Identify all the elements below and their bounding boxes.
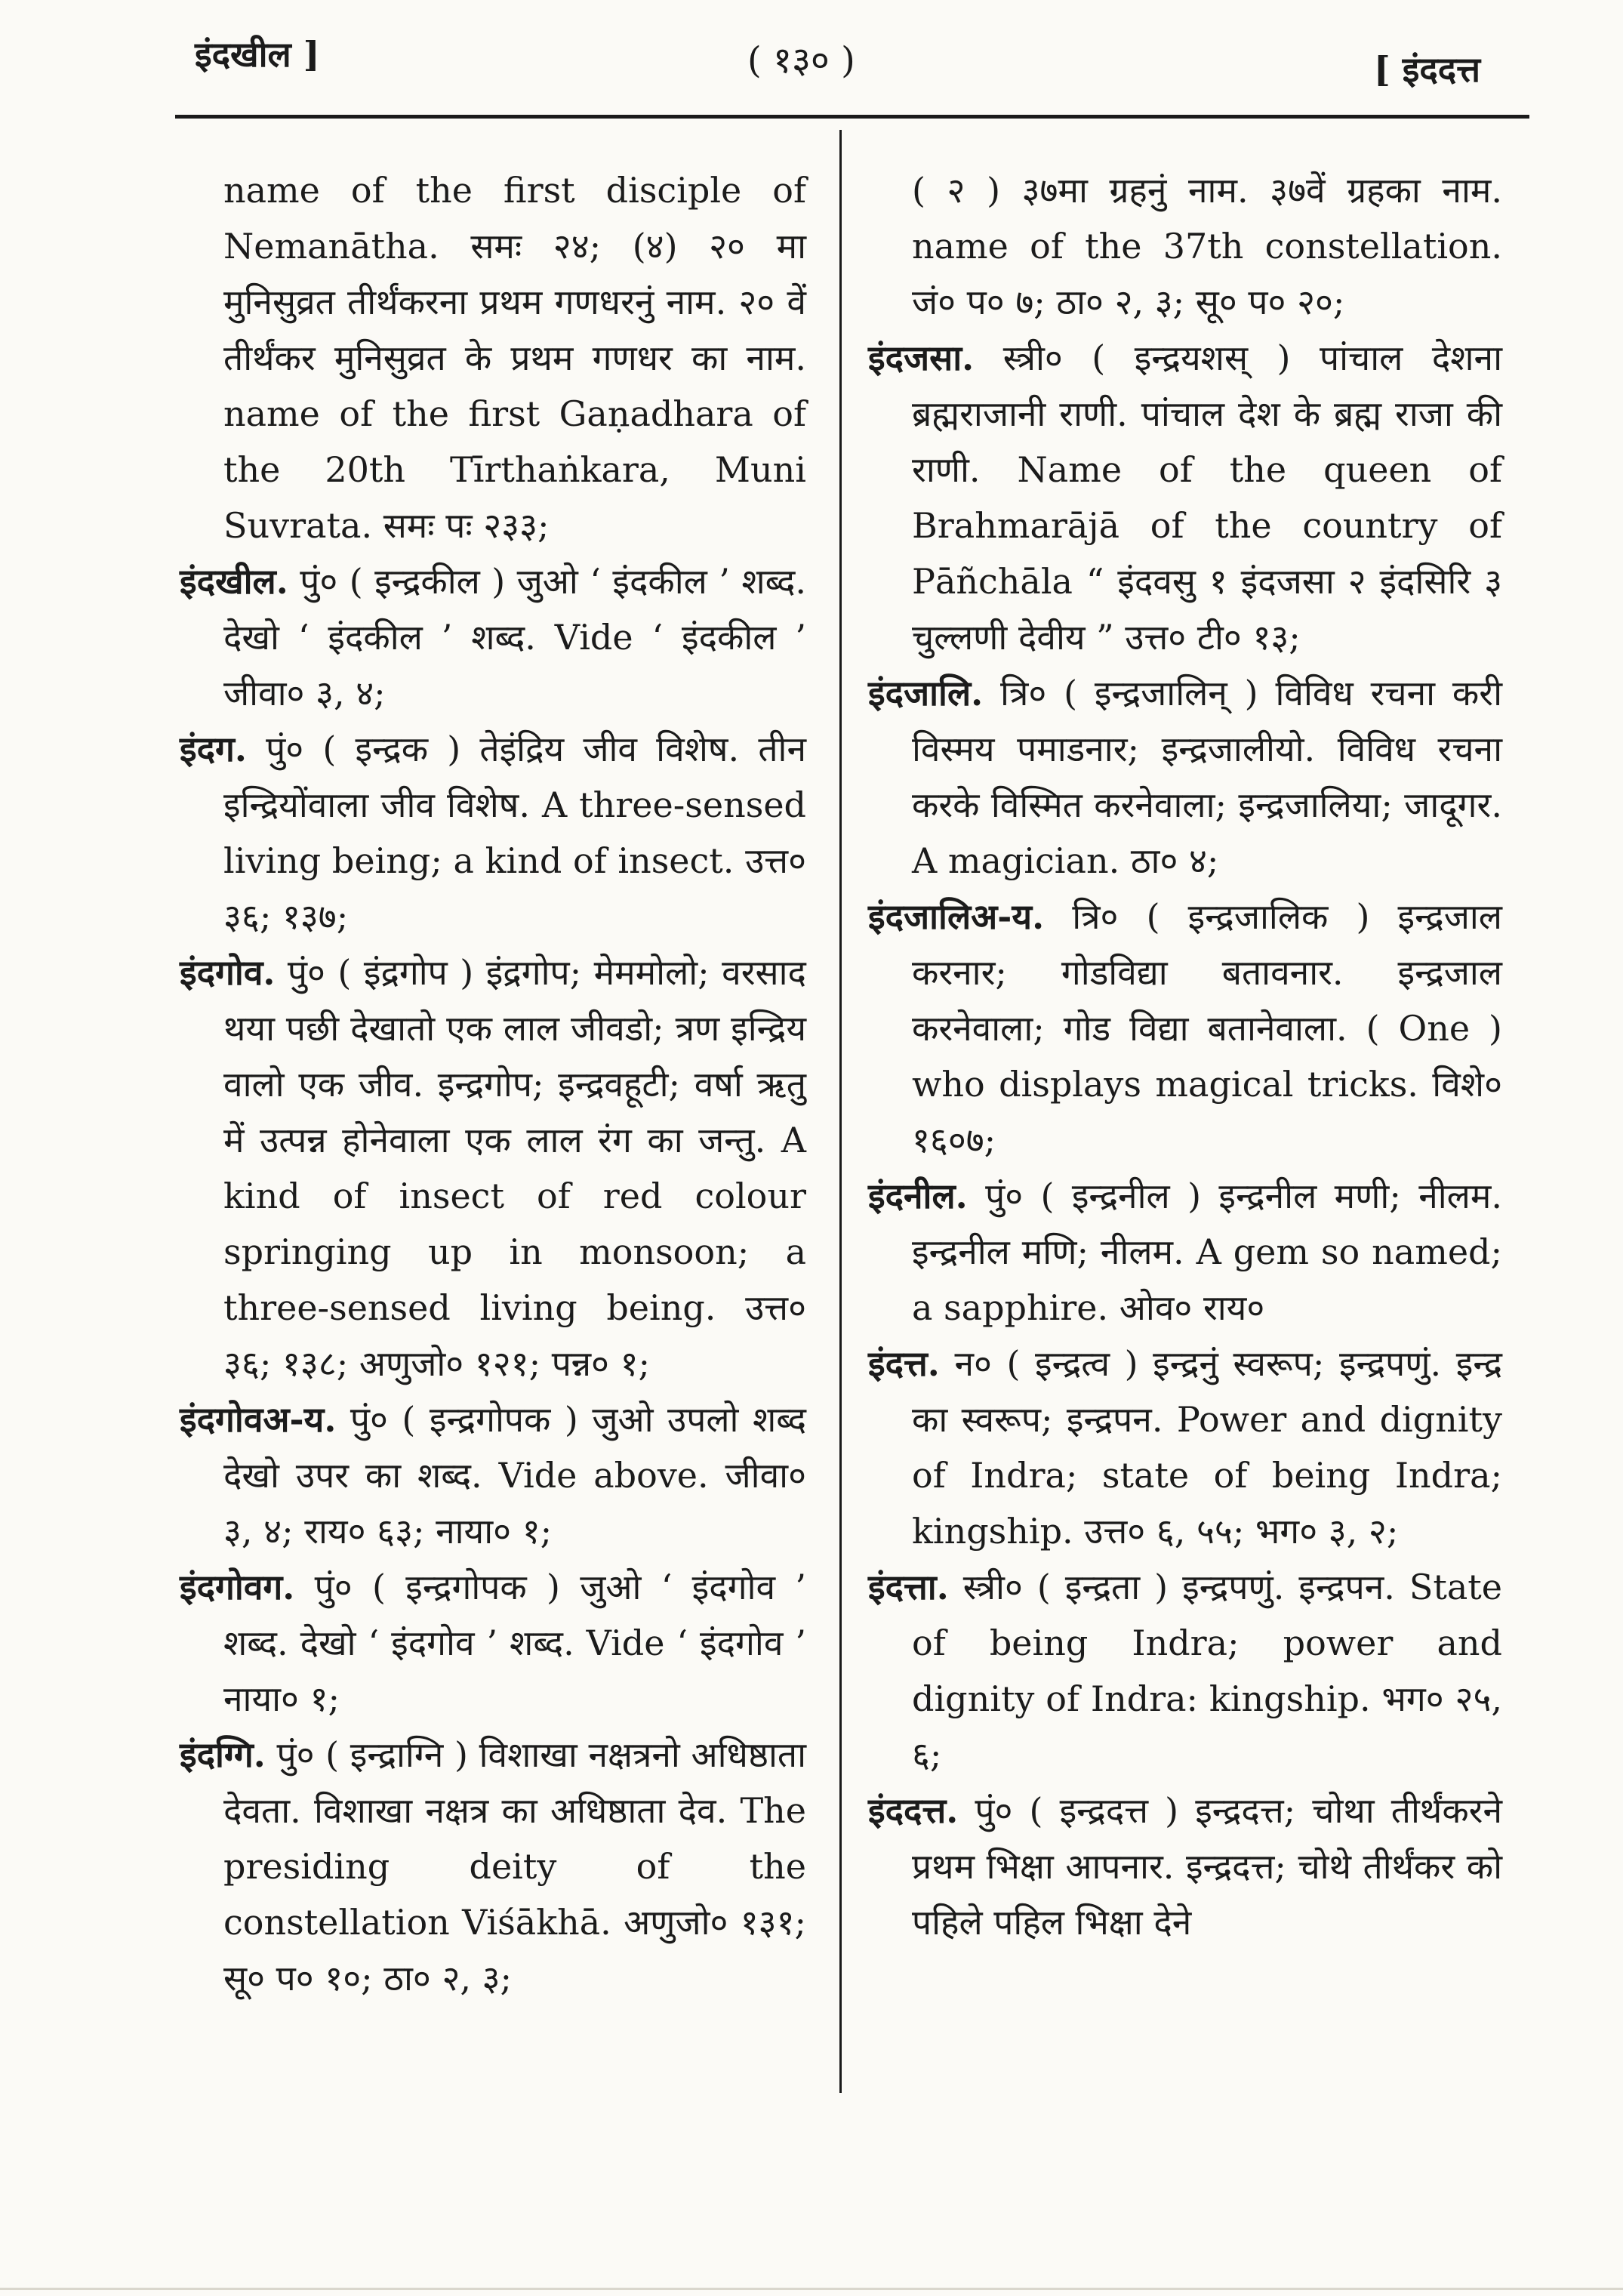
left-column (180, 162, 806, 2006)
entry-headword: इंदगोवग. (180, 1567, 295, 1607)
running-head-left: इंदखील ] (195, 34, 320, 75)
page-number: ( १३० ) (747, 39, 855, 82)
entry-definition: पुं० ( इन्द्रकील ) जुओ ‘ इंदकील ’ शब्द. देखो ‘ इंदकील ’ शब्द. Vide ‘ इंदकील ’ जीवा० ३, ४; (223, 561, 806, 713)
entry-headword: इंददत्त. (868, 1790, 959, 1831)
right-column (868, 162, 1502, 1950)
entry-definition: त्रि० ( इन्द्रजालिक ) इन्द्रजाल करनार; गोडविद्या बतावनार. इन्द्रजाल करनेवाला; गोड विद्या बतानेवाला. ( One ) who displays magical tricks. विशे० १६०७; (912, 896, 1502, 1160)
entry-headword: इंदग. (180, 729, 247, 769)
entry-headword: इंदग्गि. (180, 1734, 266, 1775)
dictionary-entry (180, 721, 806, 945)
dictionary-entry (868, 889, 1502, 1168)
dictionary-entry: name of the first disciple of Nemanātha. समः २४; (४) २० मा मुनिसुव्रत तीर्थंकरना प्रथम गणधरनुं नाम. २० वें तीर्थंकर मुनिसुव्रत के प्रथम गणधर का नाम. name of the first Gaṇadhara of the 20th Tīrthaṅkara, Muni Suvrata. समः पः २३३; (223, 170, 806, 546)
entry-headword: इंदजालिअ-य. (868, 896, 1045, 937)
entry-headword: इंदजालि. (868, 673, 984, 713)
dictionary-entry (868, 1336, 1502, 1559)
entry-definition: पुं० ( इंद्रगोप ) इंद्रगोप; मेममोलो; वरसाद थया पछी देखातो एक लाल जीवडो; त्रण इन्द्रिय वालो एक जीव. इन्द्रगोप; इन्द्रवहूटी; वर्षा ऋतु में उत्पन्न होनेवाला एक लाल रंग का जन्तु. A kind of insect of red colour springing up in monsoon; a three-sensed living being. उत्त० ३६; १३८; अणुजो० १२१; पन्न० १; (223, 952, 806, 1384)
dictionary-entry (868, 1559, 1502, 1783)
entry-headword: इंदगोवअ-य. (180, 1399, 337, 1440)
dictionary-entry: ( २ ) ३७मा ग्रहनुं नाम. ३७वें ग्रहका नाम. name of the 37th constellation. जं० प० ७; ठा० २, ३; सू० प० २०; (912, 170, 1502, 322)
dictionary-entry (868, 1168, 1502, 1336)
entry-definition: पुं० ( इन्द्रगोपक ) जुओ उपलो शब्द देखो उपर का शब्द. Vide above. जीवा० ३, ४; राय० ६३; नाया० १; (223, 1399, 806, 1552)
entry-definition: न० ( इन्द्रत्व ) इन्द्रनुं स्वरूप; इन्द्रपणुं. इन्द्र का स्वरूप; इन्द्रपन. Power and dignity of Indra; state of being Indra; kingship. उत्त० ६, ५५; भग० ३, २; (912, 1343, 1503, 1552)
entry-definition: पुं० ( इन्द्राग्नि ) विशाखा नक्षत्रनो अधिष्ठाता देवता. विशाखा नक्षत्र का अधिष्ठाता देव. The presiding deity of the constellation Viśākhā. अणुजो० १३१; सू० प० १०; ठा० २, ३; (223, 1734, 807, 1999)
entry-definition: पुं० ( इन्द्रदत्त ) इन्द्रदत्त; चोथा तीर्थंकरने प्रथम भिक्षा आपनार. इन्द्रदत्त; चोथे तीर्थंकर को पहिले पहिल भिक्षा देने (912, 1790, 1503, 1943)
entry-definition: पुं० ( इन्द्रक ) तेइंद्रिय जीव विशेष. तीन इन्द्रियोंवाला जीव विशेष. A three-sensed living being; a kind of insect. उत्त० ३६; १३७; (223, 729, 806, 937)
entry-definition: स्त्री० ( इन्द्रता ) इन्द्रपणुं. इन्द्रपन. State of being Indra; power and dignity of Indra: kingship. भग० २५, ६; (912, 1567, 1503, 1775)
entry-headword: इंदत्ता. (868, 1567, 949, 1607)
running-head-right: [ इंददत्त (1374, 49, 1481, 90)
entry-definition: त्रि० ( इन्द्रजालिन् ) विविध रचना करी विस्मय पमाडनार; इन्द्रजालीयो. विविध रचना करके विस्मित करनेवाला; इन्द्रजालिया; जादूगर. A magician. ठा० ४; (912, 673, 1502, 881)
dictionary-entry (180, 945, 806, 1391)
dictionary-entry (868, 330, 1502, 665)
entry-definition: पुं० ( इन्द्रगोपक ) जुओ ‘ इंदगोव ’ शब्द. देखो ‘ इंदगोव ’ शब्द. Vide ‘ इंदगोव ’ नाया० १; (223, 1567, 807, 1719)
dictionary-entry (180, 1391, 806, 1559)
entry-headword: इंदगोव. (180, 952, 276, 993)
dictionary-entry (868, 665, 1502, 889)
entry-headword: इंदनील. (868, 1176, 968, 1216)
entry-definition: स्त्री० ( इन्द्रयशस् ) पांचाल देशना ब्रह्मराजानी राणी. पांचाल देश के ब्रह्म राजा की राणी. Name of the queen of Brahmarājā of the country of Pāñchāla “ इंदवसु १ इंदजसा २ इंदसिरि ३ चुल्लणी देवीय ” उत्त० टी० १३; (912, 337, 1502, 658)
column-divider (839, 130, 842, 2093)
entry-headword: इंदत्त. (868, 1343, 940, 1384)
dictionary-entry (180, 553, 806, 721)
header-rule (175, 115, 1529, 119)
dictionary-entry (180, 1559, 806, 1727)
entry-headword: इंदखील. (180, 561, 288, 602)
dictionary-entry (868, 1783, 1502, 1950)
entry-definition: पुं० ( इन्द्रनील ) इन्द्रनील मणी; नीलम. इन्द्रनील मणि; नीलम. A gem so named; a sapphire. ओव० राय० (912, 1176, 1502, 1328)
page-header (0, 0, 1623, 121)
entry-headword: इंदजसा. (868, 337, 975, 378)
dictionary-entry (180, 1727, 806, 2006)
page-bottom-edge (0, 2288, 1623, 2290)
